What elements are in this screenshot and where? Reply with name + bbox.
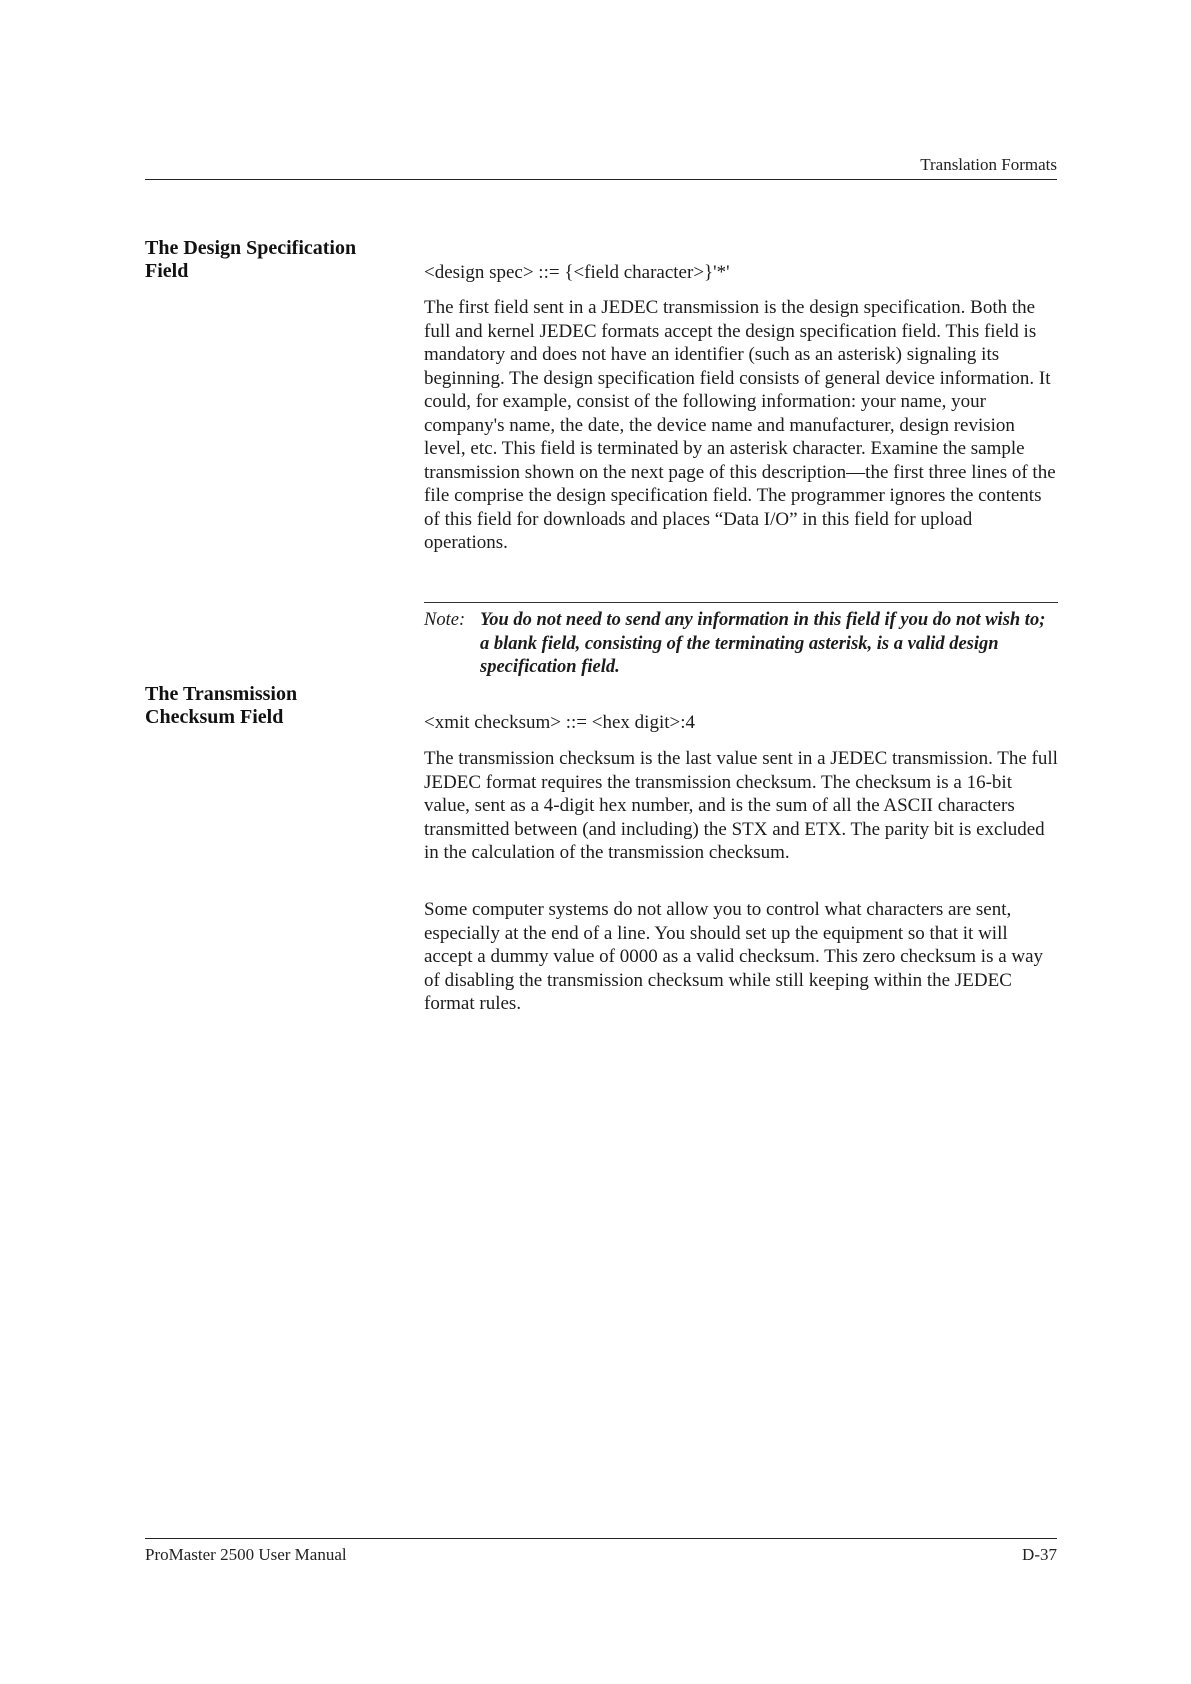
design-spec-syntax: <design spec> ::= {<field character>}'*' (424, 262, 730, 283)
footer-page-number: D-37 (1022, 1545, 1057, 1564)
note-rule (424, 602, 1058, 603)
design-spec-paragraph: The first field sent in a JEDEC transmission is the design specification. Both the full and kernel JEDEC formats accept the design specification field. This field is mandatory and does not have an identifier (such as an asterisk) signaling its beginning. The design specification field consists of general device information. It could, for example, consist of the following information: your name, your company's name, the date, the device name and manufacturer, design revision level, etc. This field is terminated by an asterisk character. Examine the sample transmission shown on the next page of this description—the first three lines of the file comprise the design specification field. The programmer ignores the contents of this field for downloads and places “Data I/O” in this field for upload operations. (424, 297, 1056, 553)
footer-rule (145, 1538, 1057, 1539)
section-heading-design-spec: The Design Specification Field (145, 237, 357, 282)
header-rule (145, 179, 1057, 180)
checksum-paragraph-2: Some computer systems do not allow you to control what characters are sent, especially at the end of a line. You should set up the equipment so that it will accept a dummy value of 0000 as a valid checksum. This zero checksum is a way of disabling the transmission checksum while still keeping within the JEDEC format rules. (424, 899, 1044, 1014)
running-header-title: Translation Formats (920, 155, 1057, 174)
checksum-syntax: <xmit checksum> ::= <hex digit>:4 (424, 712, 695, 733)
note-block (424, 609, 1058, 680)
note-text: You do not need to send any information in this field if you do not wish to; a blank field, consisting of the terminating asterisk, is a valid design specification field. (480, 610, 1046, 677)
note-label: Note: (424, 610, 466, 630)
footer-manual-title: ProMaster 2500 User Manual (145, 1545, 347, 1564)
checksum-paragraph-1: The transmission checksum is the last value sent in a JEDEC transmission. The full JEDEC format requires the transmission checksum. The checksum is a 16-bit value, sent as a 4-digit hex number, and is the sum of all the ASCII characters transmitted between (and including) the STX and ETX. The parity bit is excluded in the calculation of the transmission checksum. (424, 748, 1058, 863)
section-heading-checksum: The Transmission Checksum Field (145, 683, 298, 728)
